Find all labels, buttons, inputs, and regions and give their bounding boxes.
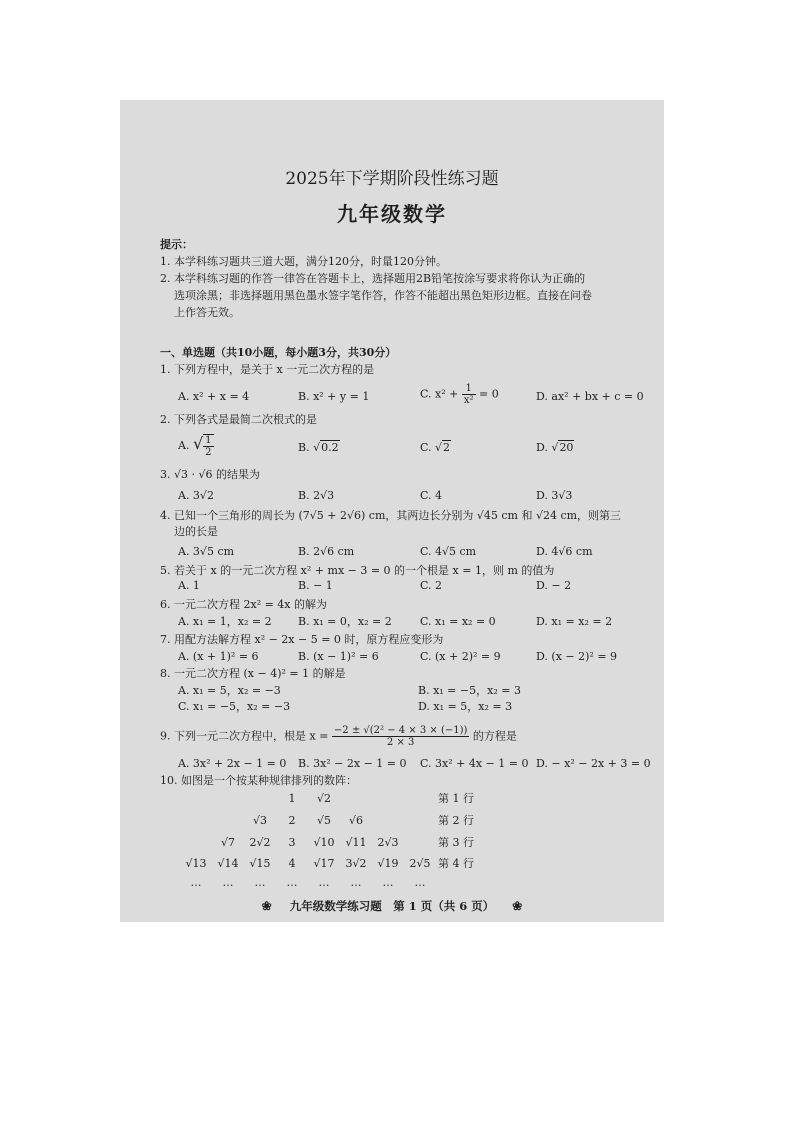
q2-option-d: D. √20 [536, 441, 574, 454]
q3-option-d: D. 3√3 [536, 489, 573, 502]
flower-ornament-icon: ❀ [512, 899, 523, 913]
array-cell: √3 [252, 814, 267, 827]
array-cell: 2√2 [249, 836, 271, 849]
array-cell: 1 [288, 792, 296, 805]
q7-option-a: A. (x + 1)² = 6 [178, 650, 259, 663]
array-cell: √2 [316, 792, 331, 805]
q8-stem: 8. 一元二次方程 (x − 4)² = 1 的解是 [160, 667, 346, 680]
q8-option-b: B. x₁ = −5，x₂ = 3 [418, 684, 521, 697]
array-cell: … [190, 876, 202, 889]
array-cell: √5 [316, 814, 331, 827]
q7-option-b: B. (x − 1)² = 6 [298, 650, 379, 663]
array-cell: √6 [348, 814, 363, 827]
array-cell: … [254, 876, 266, 889]
q9-stem: 9. 下列一元二次方程中，根是 x = $\frac{\text{−2 ± √(2² − 4 × 3 × (−1))}}{2 \times 3}$ 的方程是 [160, 725, 517, 748]
note-2-end: 上作答无效。 [174, 306, 240, 319]
q1-option-a: A. x² + x = 4 [178, 390, 250, 403]
q2-option-c: C. √2 [420, 441, 451, 454]
q3-stem: 3. √3 · √6 的结果为 [160, 468, 260, 481]
array-cell: √15 [249, 857, 271, 870]
array-cell: √19 [377, 857, 399, 870]
note-2-cont: 选项涂黑；非选择题用黑色墨水签字笔作答，作答不能超出黑色矩形边框。直接在问卷 [174, 289, 592, 302]
q4-option-a: A. 3√5 cm [178, 545, 235, 558]
q9-option-d: D. − x² − 2x + 3 = 0 [536, 757, 651, 770]
q9-option-a: A. 3x² + 2x − 1 = 0 [178, 757, 287, 770]
q3-option-c: C. 4 [420, 489, 443, 502]
array-cell: … [414, 876, 426, 889]
q4-option-c: C. 4√5 cm [420, 545, 477, 558]
q7-option-d: D. (x − 2)² = 9 [536, 650, 618, 663]
array-row-label: 第 3 行 [438, 836, 474, 849]
array-cell: √14 [217, 857, 239, 870]
array-cell: √7 [220, 836, 235, 849]
array-cell: 2√3 [377, 836, 399, 849]
q1-stem: 1. 下列方程中，是关于 x 一元二次方程的是 [160, 363, 375, 376]
section-heading: 一、单选题（共10小题，每小题3分，共30分） [160, 346, 397, 359]
array-cell: 4 [288, 857, 296, 870]
q6-option-a: A. x₁ = 1，x₂ = 2 [178, 615, 272, 628]
exam-sheet [120, 100, 664, 922]
array-cell: … [318, 876, 330, 889]
array-cell: √13 [185, 857, 207, 870]
q6-option-d: D. x₁ = x₂ = 2 [536, 615, 613, 628]
q6-option-c: C. x₁ = x₂ = 0 [420, 615, 496, 628]
q7-stem: 7. 用配方法解方程 x² − 2x − 5 = 0 时，原方程应变形为 [160, 633, 444, 646]
note-1: 1. 本学科练习题共三道大题，满分120分，时量120分钟。 [160, 255, 447, 268]
flower-ornament-icon: ❀ [261, 899, 272, 913]
array-row-label: 第 2 行 [438, 814, 474, 827]
array-cell: … [350, 876, 362, 889]
q5-option-b: B. − 1 [298, 579, 333, 592]
q8-option-c: C. x₁ = −5，x₂ = −3 [178, 700, 291, 713]
q2-stem: 2. 下列各式是最简二次根式的是 [160, 413, 317, 426]
q9-option-c: C. 3x² + 4x − 1 = 0 [420, 757, 529, 770]
q5-option-a: A. 1 [178, 579, 200, 592]
array-cell: √10 [313, 836, 335, 849]
q4-stem-cont: 边的长是 [174, 525, 218, 538]
array-row-label: 第 1 行 [438, 792, 474, 805]
q1-option-c: C. x² + $\frac{1}{\text{x²}}$ = 0 [420, 383, 499, 406]
note-2: 2. 本学科练习题的作答一律答在答题卡上，选择题用2B铅笔按涂写要求将你认为正确的 [160, 272, 586, 285]
q3-option-a: A. 3√2 [178, 489, 214, 502]
array-cell: 3√2 [345, 857, 367, 870]
q6-option-b: B. x₁ = 0，x₂ = 2 [298, 615, 392, 628]
q8-option-d: D. x₁ = 5，x₂ = 3 [418, 700, 513, 713]
q1-option-d: D. ax² + bx + c = 0 [536, 390, 644, 403]
exam-title: 2025年下学期阶段性练习题 [285, 169, 499, 189]
q4-option-b: B. 2√6 cm [298, 545, 355, 558]
footer-text: 九年级数学练习题 第 1 页（共 6 页） [289, 899, 495, 913]
array-cell: √17 [313, 857, 335, 870]
array-cell: √11 [345, 836, 367, 849]
array-row-label: 第 4 行 [438, 857, 474, 870]
notes-heading: 提示： [160, 238, 193, 251]
q8-option-a: A. x₁ = 5，x₂ = −3 [178, 684, 281, 697]
array-cell: … [382, 876, 394, 889]
array-cell: … [222, 876, 234, 889]
array-cell: 2 [288, 814, 296, 827]
exam-subject: 九年级数学 [337, 202, 447, 226]
q2-option-b: B. √0.2 [298, 441, 339, 454]
array-cell: 2√5 [409, 857, 431, 870]
array-cell: 3 [288, 836, 296, 849]
q1-option-b: B. x² + y = 1 [298, 390, 370, 403]
q9-option-b: B. 3x² − 2x − 1 = 0 [298, 757, 407, 770]
array-cell: … [286, 876, 298, 889]
q4-option-d: D. 4√6 cm [536, 545, 593, 558]
q5-option-d: D. − 2 [536, 579, 572, 592]
q2-option-a: A. √ $\frac{1}{2}$ [178, 434, 212, 458]
q10-stem: 10. 如图是一个按某种规律排列的数阵： [160, 774, 357, 787]
q3-option-b: B. 2√3 [298, 489, 335, 502]
q7-option-c: C. (x + 2)² = 9 [420, 650, 501, 663]
q4-stem: 4. 已知一个三角形的周长为 (7√5 + 2√6) cm，其两边长分别为 √45 cm 和 √24 cm，则第三 [160, 509, 622, 522]
q5-stem: 5. 若关于 x 的一元二次方程 x² + mx − 3 = 0 的一个根是 x = 1，则 m 的值为 [160, 564, 555, 577]
q5-option-c: C. 2 [420, 579, 443, 592]
page-footer [120, 898, 664, 914]
q6-stem: 6. 一元二次方程 2x² = 4x 的解为 [160, 598, 328, 611]
